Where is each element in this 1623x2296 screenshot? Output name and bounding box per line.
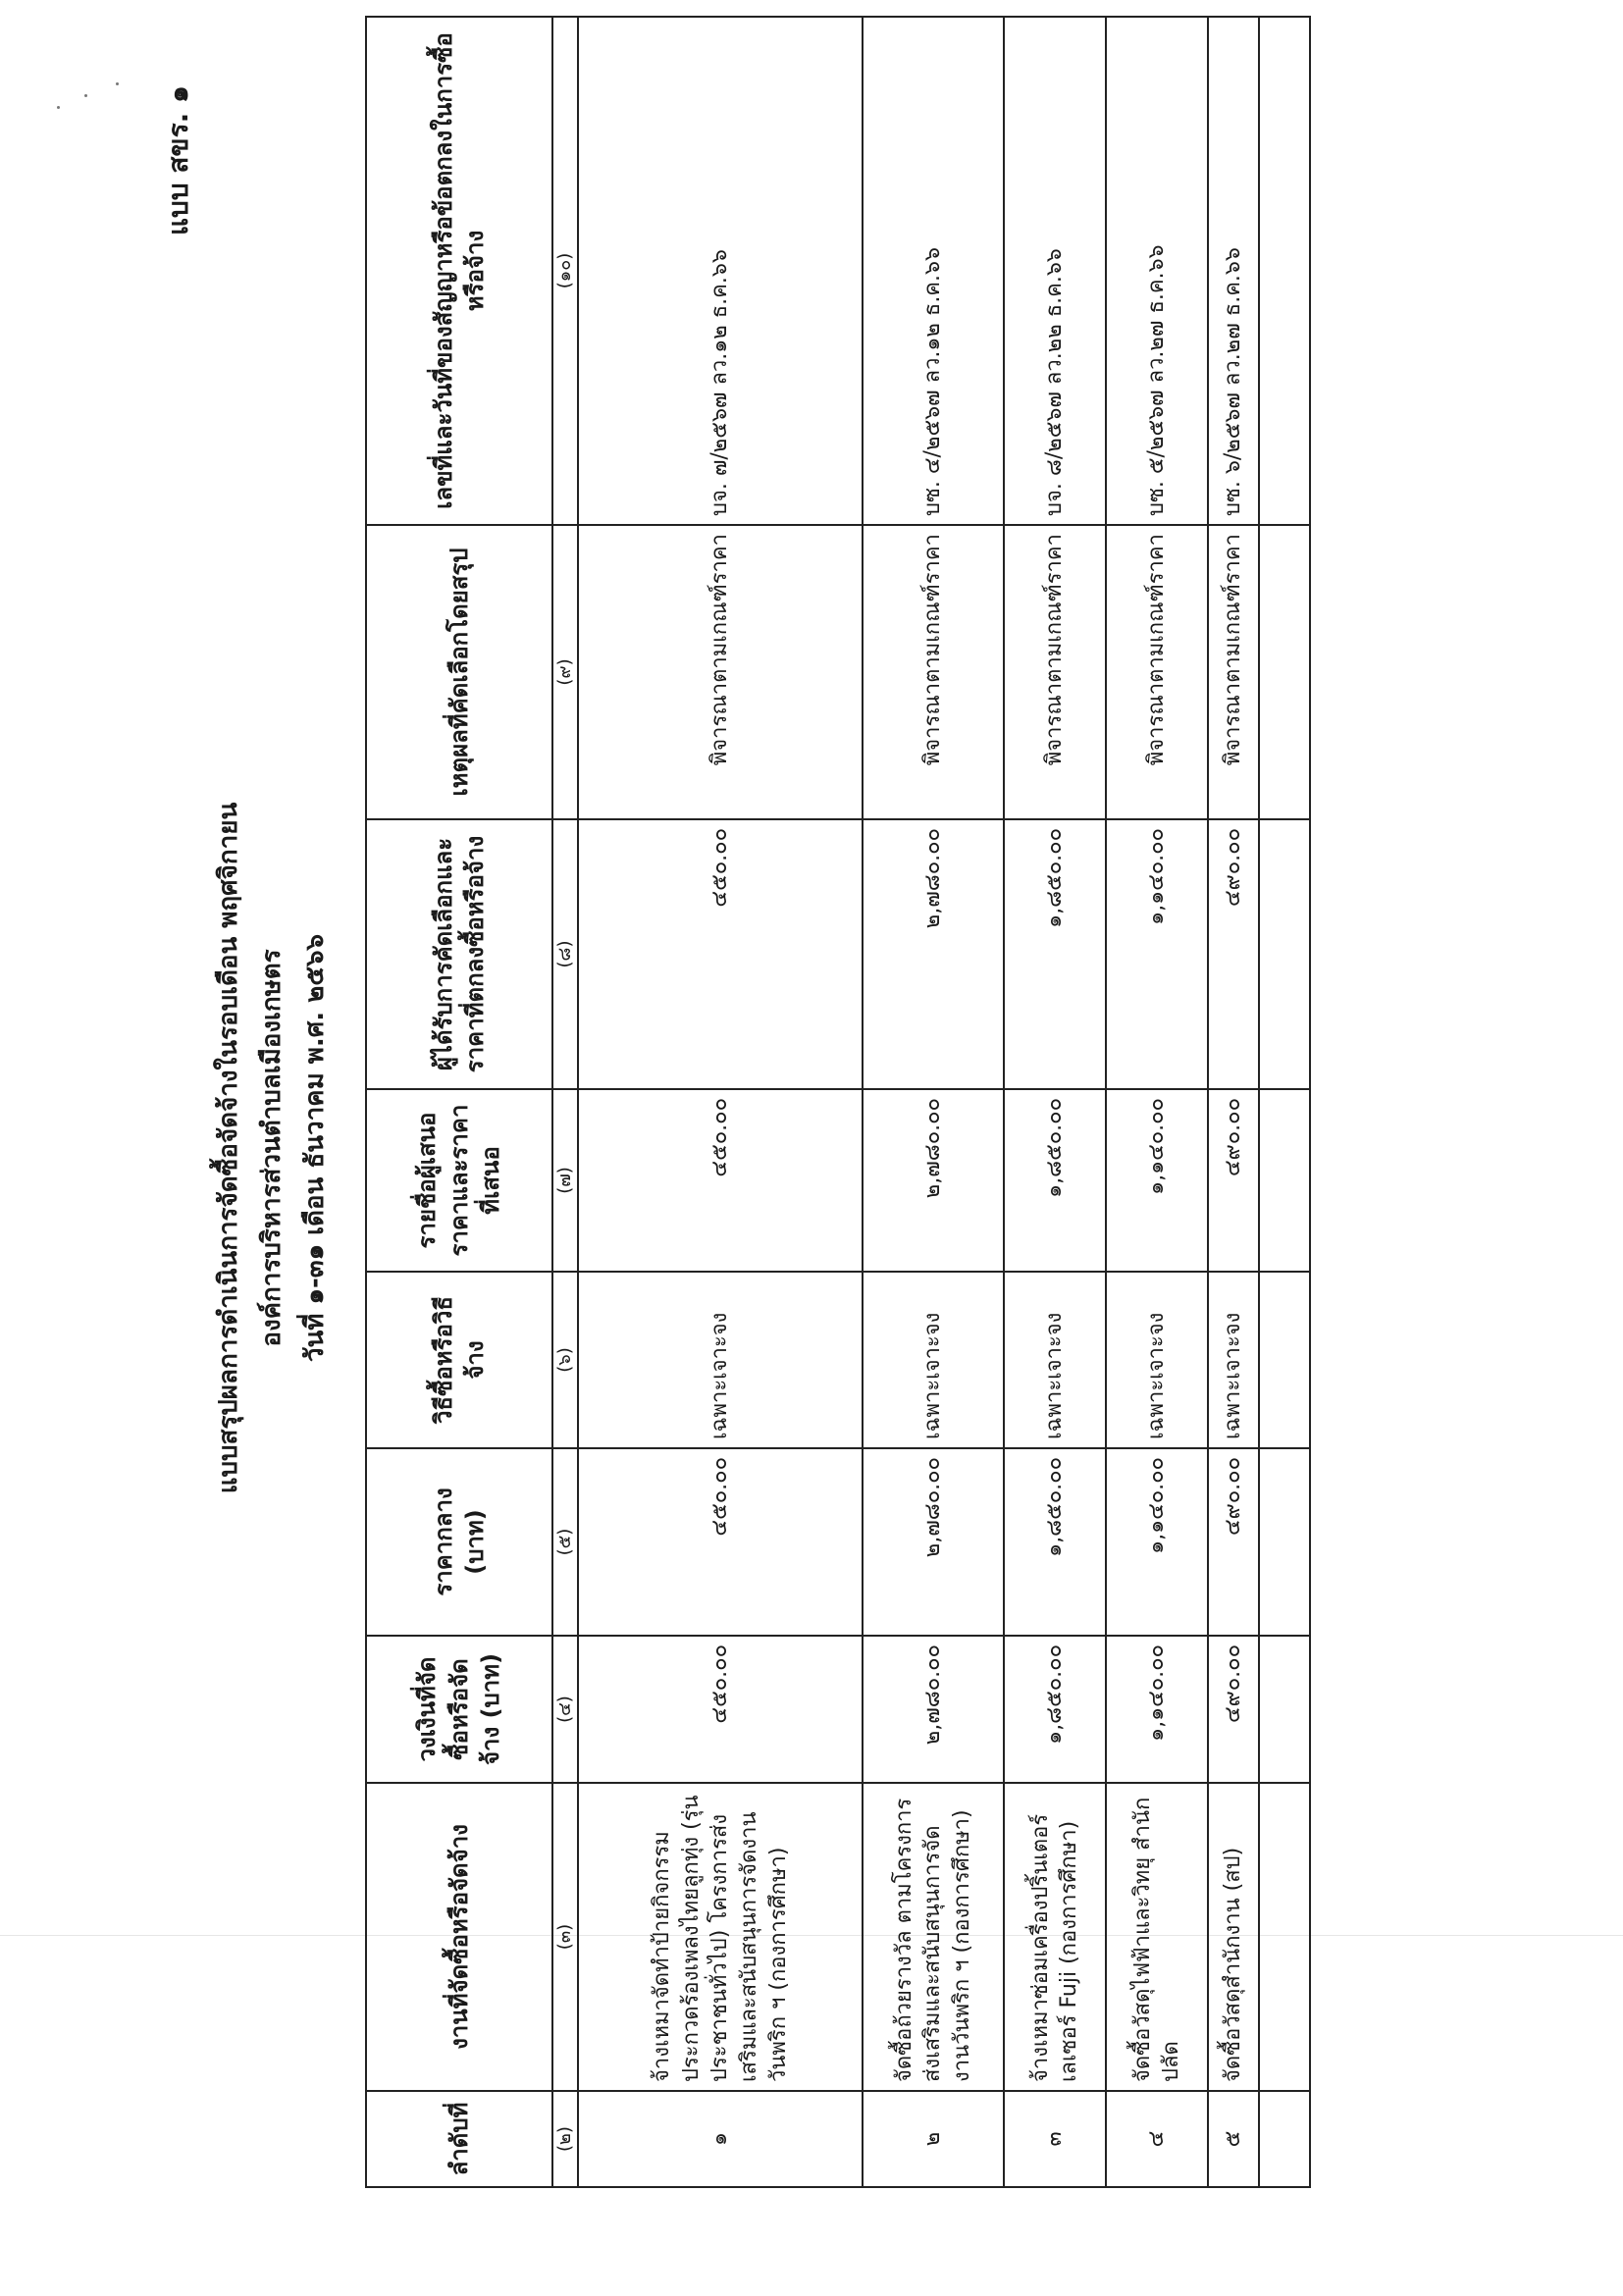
column-number-row xyxy=(552,17,578,2187)
row-median-price: ๒,๗๘๐.๐๐ xyxy=(863,1448,1004,1636)
table-row xyxy=(1106,17,1208,2187)
row-bidders: ๑,๑๔๐.๐๐ xyxy=(1106,1089,1208,1272)
table-row xyxy=(1004,17,1106,2187)
row-budget: ๒,๗๘๐.๐๐ xyxy=(863,1636,1004,1783)
row-contract: บจ. ๗/๒๕๖๗ ลว.๑๒ ธ.ค.๖๖ xyxy=(578,17,863,525)
form-code: แบบ สขร. ๑ xyxy=(162,85,194,235)
row-contract: บซ. ๕/๒๕๖๗ ลว.๒๗ ธ.ค.๖๖ xyxy=(1106,17,1208,525)
row-item: จัดซื้อวัสดุสำนักงาน (สป) xyxy=(1208,1783,1259,2091)
blank-cell xyxy=(1259,1448,1310,1636)
blank-cell xyxy=(1259,1636,1310,1783)
column-number: (๑๐) xyxy=(552,17,578,525)
header-contract: เลขที่และวันที่ของสัญญาหรือข้อตกลงในการซื้อหรือจ้าง xyxy=(366,17,552,525)
header-median-price: ราคากลาง (บาท) xyxy=(366,1448,552,1636)
column-number: (๕) xyxy=(552,1448,578,1636)
row-contract: บซ. ๔/๒๕๖๗ ลว.๑๒ ธ.ค.๖๖ xyxy=(863,17,1004,525)
row-bidders: ๔๕๐.๐๐ xyxy=(578,1089,863,1272)
blank-cell xyxy=(1259,525,1310,819)
row-selected: ๔๕๐.๐๐ xyxy=(578,819,863,1089)
header-bidders: รายชื่อผู้เสนอราคาและราคาที่เสนอ xyxy=(366,1089,552,1272)
row-method: เฉพาะเจาะจง xyxy=(863,1272,1004,1448)
table-row xyxy=(863,17,1004,2187)
header-no: ลำดับที่ xyxy=(366,2091,552,2187)
row-reason: พิจารณาตามเกณฑ์ราคา xyxy=(1004,525,1106,819)
row-no: ๓ xyxy=(1004,2091,1106,2187)
column-number: (๔) xyxy=(552,1636,578,1783)
header-reason: เหตุผลที่คัดเลือกโดยสรุป xyxy=(366,525,552,819)
table-row xyxy=(1208,17,1259,2187)
row-no: ๕ xyxy=(1208,2091,1259,2187)
column-number: (๓) xyxy=(552,1783,578,2091)
row-median-price: ๑,๑๔๐.๐๐ xyxy=(1106,1448,1208,1636)
row-method: เฉพาะเจาะจง xyxy=(1004,1272,1106,1448)
title-line-3: วันที่ ๑-๓๑ เดือน ธันวาคม พ.ศ. ๒๕๖๖ xyxy=(300,933,330,1363)
row-median-price: ๑,๘๕๐.๐๐ xyxy=(1004,1448,1106,1636)
row-selected: ๑,๑๔๐.๐๐ xyxy=(1106,819,1208,1089)
blank-cell xyxy=(1259,2091,1310,2187)
row-median-price: ๔๙๐.๐๐ xyxy=(1208,1448,1259,1636)
row-contract: บจ. ๘/๒๕๖๗ ลว.๒๒ ธ.ค.๖๖ xyxy=(1004,17,1106,525)
table-row xyxy=(578,17,863,2187)
row-selected: ๑,๘๕๐.๐๐ xyxy=(1004,819,1106,1089)
blank-cell xyxy=(1259,819,1310,1089)
row-no: ๒ xyxy=(863,2091,1004,2187)
row-reason: พิจารณาตามเกณฑ์ราคา xyxy=(578,525,863,819)
row-bidders: ๑,๘๕๐.๐๐ xyxy=(1004,1089,1106,1272)
header-selected: ผู้ได้รับการคัดเลือกและราคาที่ตกลงซื้อหรือจ้าง xyxy=(366,819,552,1089)
row-reason: พิจารณาตามเกณฑ์ราคา xyxy=(1106,525,1208,819)
row-method: เฉพาะเจาะจง xyxy=(1208,1272,1259,1448)
row-median-price: ๔๕๐.๐๐ xyxy=(578,1448,863,1636)
row-selected: ๔๙๐.๐๐ xyxy=(1208,819,1259,1089)
row-item: จ้างเหมาซ่อมเครื่องปริ้นเตอร์เลเซอร์ Fuji (กองการศึกษา) xyxy=(1004,1783,1106,2091)
blank-cell xyxy=(1259,1783,1310,2091)
row-method: เฉพาะเจาะจง xyxy=(578,1272,863,1448)
column-number: (๗) xyxy=(552,1089,578,1272)
column-number: (๖) xyxy=(552,1272,578,1448)
column-number: (๙) xyxy=(552,525,578,819)
row-item: จ้างเหมาจัดทำป้ายกิจกรรมประกวดร้องเพลงไทยลูกทุ่ง (รุ่นประชาชนทั่วไป) โครงการส่งเสริมและสนับสนุนการจัดงานวันพริก ฯ (กองการศึกษา) xyxy=(578,1783,863,2091)
title-line-1: แบบสรุปผลการดำเนินการจัดซื้อจัดจ้างในรอบเดือน พฤศจิกายน xyxy=(214,802,243,1494)
procurement-table xyxy=(365,16,1311,2188)
row-budget: ๔๕๐.๐๐ xyxy=(578,1636,863,1783)
row-reason: พิจารณาตามเกณฑ์ราคา xyxy=(863,525,1004,819)
row-budget: ๑,๑๔๐.๐๐ xyxy=(1106,1636,1208,1783)
row-no: ๑ xyxy=(578,2091,863,2187)
row-item: จัดซื้อวัสดุไฟฟ้าและวิทยุ สำนักปลัด xyxy=(1106,1783,1208,2091)
row-method: เฉพาะเจาะจง xyxy=(1106,1272,1208,1448)
header-method: วิธีซื้อหรือวิธีจ้าง xyxy=(366,1272,552,1448)
blank-row xyxy=(1259,17,1310,2187)
row-bidders: ๔๙๐.๐๐ xyxy=(1208,1089,1259,1272)
blank-cell xyxy=(1259,1089,1310,1272)
header-row xyxy=(366,17,552,2187)
row-bidders: ๒,๗๘๐.๐๐ xyxy=(863,1089,1004,1272)
column-number: (๒) xyxy=(552,2091,578,2187)
blank-cell xyxy=(1259,1272,1310,1448)
row-contract: บซ. ๖/๒๕๖๗ ลว.๒๗ ธ.ค.๖๖ xyxy=(1208,17,1259,525)
row-selected: ๒,๗๘๐.๐๐ xyxy=(863,819,1004,1089)
row-reason: พิจารณาตามเกณฑ์ราคา xyxy=(1208,525,1259,819)
blank-cell xyxy=(1259,17,1310,525)
row-budget: ๑,๘๕๐.๐๐ xyxy=(1004,1636,1106,1783)
title-line-2: องค์การบริหารส่วนตำบลเมืองเกษตร xyxy=(257,949,287,1347)
row-item: จัดซื้อถ้วยรางวัล ตามโครงการส่งเสริมและสนับสนุนการจัดงานวันพริก ฯ (กองการศึกษา) xyxy=(863,1783,1004,2091)
header-item: งานที่จัดซื้อหรือจัดจ้าง xyxy=(366,1783,552,2091)
column-number: (๘) xyxy=(552,819,578,1089)
row-no: ๔ xyxy=(1106,2091,1208,2187)
header-budget: วงเงินที่จัดซื้อหรือจัดจ้าง (บาท) xyxy=(366,1636,552,1783)
row-budget: ๔๙๐.๐๐ xyxy=(1208,1636,1259,1783)
